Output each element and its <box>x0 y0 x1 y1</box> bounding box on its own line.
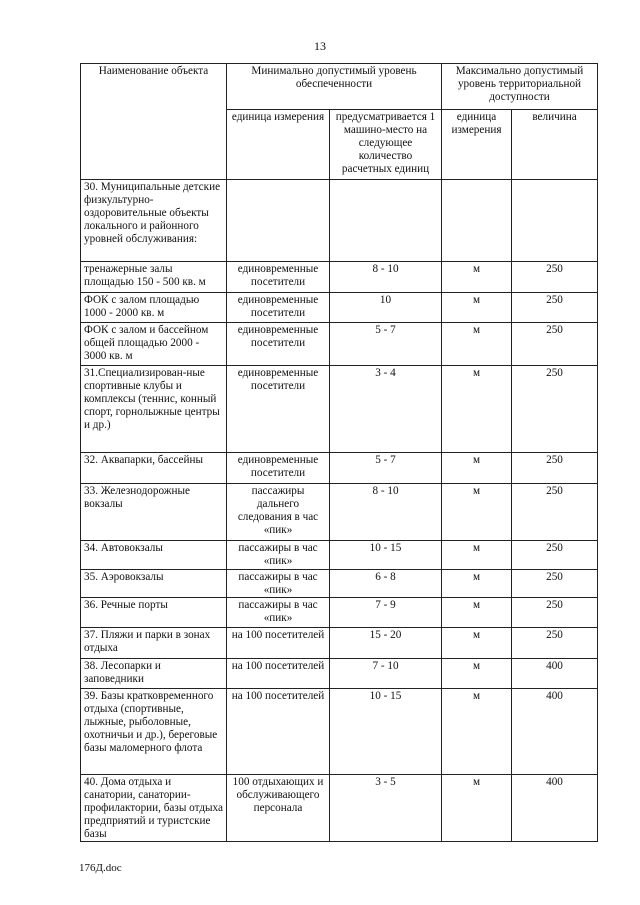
row-unit-cell: единовременные посетители <box>227 453 330 484</box>
row-max-unit-cell: м <box>442 293 512 323</box>
row-provision-cell: 7 - 9 <box>330 598 442 628</box>
row-value-cell: 250 <box>512 541 598 570</box>
row-value-cell: 250 <box>512 570 598 598</box>
table-row <box>81 689 598 775</box>
header-min-level: Минимально допустимый уровень обеспеченности <box>227 64 442 110</box>
row-value-cell: 250 <box>512 628 598 659</box>
parking-norms-table <box>80 63 598 842</box>
header-max-level: Максимально допустимый уровень территориальной доступности <box>442 64 598 110</box>
row-value-cell: 400 <box>512 775 598 842</box>
row-unit-cell: пассажиры в час «пик» <box>227 598 330 628</box>
row-value-cell: 250 <box>512 323 598 366</box>
row-max-unit-cell: м <box>442 484 512 541</box>
header-unit: единица измерения <box>227 110 330 180</box>
row-name-cell: 36. Речные порты <box>81 598 227 628</box>
row-name-cell: 30. Муниципальные детские физкультурно-оздоровительные объекты локального и районного уровней обслуживания: <box>81 180 227 262</box>
row-unit-cell: пассажиры дальнего следования в час «пик» <box>227 484 330 541</box>
row-max-unit-cell: м <box>442 598 512 628</box>
row-value-cell: 250 <box>512 598 598 628</box>
row-unit-cell: единовременные посетители <box>227 366 330 453</box>
row-max-unit-cell <box>442 180 512 262</box>
table-row <box>81 570 598 598</box>
row-name-cell: 33. Железнодорожные вокзалы <box>81 484 227 541</box>
row-name-cell: 34. Автовокзалы <box>81 541 227 570</box>
row-provision-cell: 5 - 7 <box>330 453 442 484</box>
row-name-cell: 31.Специализирован-ные спортивные клубы и комплексы (теннис, конный спорт, горнолыжные центры и др.) <box>81 366 227 453</box>
row-max-unit-cell: м <box>442 366 512 453</box>
row-name-cell: 40. Дома отдыха и санатории, санатории-профилактории, базы отдыха предприятий и туристские базы <box>81 775 227 842</box>
header-value: величина <box>512 110 598 180</box>
row-max-unit-cell: м <box>442 775 512 842</box>
row-value-cell: 250 <box>512 262 598 293</box>
row-value-cell: 400 <box>512 659 598 689</box>
row-name-cell: ФОК с залом площадью 1000 - 2000 кв. м <box>81 293 227 323</box>
table-body <box>81 180 598 842</box>
row-name-cell: 39. Базы кратковременного отдыха (спортивные, лыжные, рыболовные, охотничьи и др.), береговые базы маломерного флота <box>81 689 227 775</box>
row-max-unit-cell: м <box>442 262 512 293</box>
row-provision-cell: 10 - 15 <box>330 541 442 570</box>
row-value-cell: 250 <box>512 484 598 541</box>
table-row <box>81 484 598 541</box>
table-row <box>81 262 598 293</box>
row-max-unit-cell: м <box>442 628 512 659</box>
table-row <box>81 628 598 659</box>
row-max-unit-cell: м <box>442 453 512 484</box>
row-unit-cell: на 100 посетителей <box>227 628 330 659</box>
row-provision-cell: 3 - 5 <box>330 775 442 842</box>
row-name-cell: 32. Аквапарки, бассейны <box>81 453 227 484</box>
row-name-cell: тренажерные залы площадью 150 - 500 кв. м <box>81 262 227 293</box>
row-provision-cell: 10 - 15 <box>330 689 442 775</box>
table-row <box>81 598 598 628</box>
table-row <box>81 180 598 262</box>
row-value-cell: 400 <box>512 689 598 775</box>
row-name-cell: ФОК с залом и бассейном общей площадью 2000 - 3000 кв. м <box>81 323 227 366</box>
row-provision-cell: 10 <box>330 293 442 323</box>
row-provision-cell: 8 - 10 <box>330 262 442 293</box>
row-provision-cell: 15 - 20 <box>330 628 442 659</box>
row-provision-cell: 7 - 10 <box>330 659 442 689</box>
row-unit-cell: на 100 посетителей <box>227 689 330 775</box>
row-unit-cell: 100 отдыхающих и обслуживающего персонала <box>227 775 330 842</box>
row-value-cell: 250 <box>512 293 598 323</box>
row-provision-cell <box>330 180 442 262</box>
table-header <box>81 64 598 180</box>
row-max-unit-cell: м <box>442 570 512 598</box>
row-name-cell: 37. Пляжи и парки в зонах отдыха <box>81 628 227 659</box>
table-row <box>81 659 598 689</box>
table-row <box>81 775 598 842</box>
footer-filename: 176Д.doc <box>79 862 122 874</box>
row-max-unit-cell: м <box>442 323 512 366</box>
header-object-name: Наименование объекта <box>81 64 227 180</box>
header-max-unit: единица измерения <box>442 110 512 180</box>
row-max-unit-cell: м <box>442 541 512 570</box>
row-provision-cell: 3 - 4 <box>330 366 442 453</box>
table-row <box>81 323 598 366</box>
table-row <box>81 541 598 570</box>
row-max-unit-cell: м <box>442 689 512 775</box>
row-unit-cell: пассажиры в час «пик» <box>227 570 330 598</box>
row-value-cell <box>512 180 598 262</box>
row-value-cell: 250 <box>512 366 598 453</box>
row-unit-cell: единовременные посетители <box>227 293 330 323</box>
row-provision-cell: 8 - 10 <box>330 484 442 541</box>
header-parking-provision: предусматривается 1 машино-место на следующее количество расчетных единиц <box>330 110 442 180</box>
table-row <box>81 453 598 484</box>
table-row <box>81 366 598 453</box>
row-unit-cell: пассажиры в час «пик» <box>227 541 330 570</box>
row-unit-cell <box>227 180 330 262</box>
row-provision-cell: 5 - 7 <box>330 323 442 366</box>
row-max-unit-cell: м <box>442 659 512 689</box>
table-row <box>81 293 598 323</box>
row-unit-cell: на 100 посетителей <box>227 659 330 689</box>
row-provision-cell: 6 - 8 <box>330 570 442 598</box>
row-unit-cell: единовременные посетители <box>227 323 330 366</box>
row-value-cell: 250 <box>512 453 598 484</box>
page-number: 13 <box>314 39 326 53</box>
row-unit-cell: единовременные посетители <box>227 262 330 293</box>
row-name-cell: 35. Аэровокзалы <box>81 570 227 598</box>
row-name-cell: 38. Лесопарки и заповедники <box>81 659 227 689</box>
